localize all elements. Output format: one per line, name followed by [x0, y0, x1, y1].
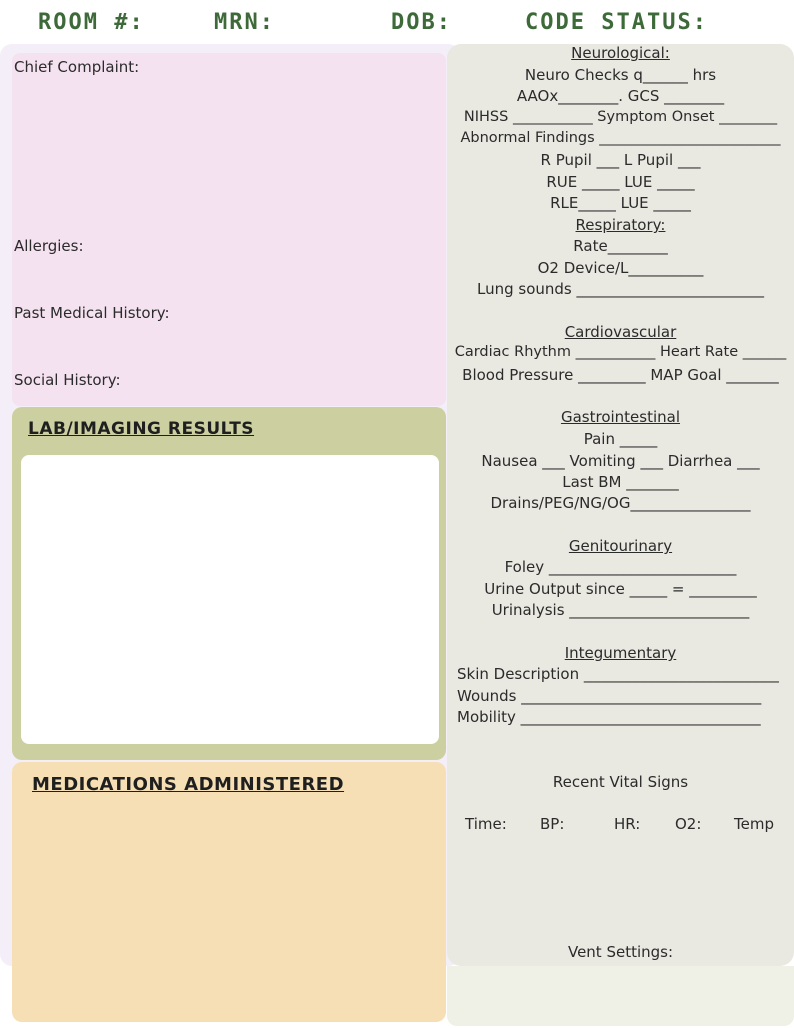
rhythm-heart-rate-field: Cardiac Rhythm ___________ Heart Rate ______	[454, 344, 787, 360]
neuro-title: Neurological:	[571, 44, 670, 62]
lab-imaging-results-area[interactable]	[21, 455, 439, 744]
bp-map-goal-field: Blood Pressure _________ MAP Goal _______	[462, 366, 779, 384]
respiratory-title: Respiratory:	[575, 216, 666, 234]
aaox-gcs-field: AAOx________. GCS ________	[516, 87, 725, 105]
social-history-label: Social History:	[14, 371, 121, 389]
o2-device-field: O2 Device/L__________	[537, 259, 704, 277]
neuro-checks-field: Neuro Checks q______ hrs	[524, 66, 717, 84]
recent-vital-signs-title: Recent Vital Signs	[552, 773, 689, 791]
integumentary-title: Integumentary	[564, 644, 677, 662]
mobility-field: Mobility ________________________________	[457, 708, 761, 726]
nihss-onset-field: NIHSS ___________ Symptom Onset ________	[463, 109, 778, 125]
drains-field: Drains/PEG/NG/OG________________	[490, 494, 751, 512]
allergies-label: Allergies:	[14, 237, 84, 255]
vent-settings-label: Vent Settings:	[567, 943, 674, 961]
lab-imaging-title: LAB/IMAGING RESULTS	[28, 419, 255, 439]
past-medical-history-label: Past Medical History:	[14, 304, 170, 322]
cardiovascular-title: Cardiovascular	[564, 323, 677, 341]
skin-description-field: Skin Description __________________________	[457, 665, 779, 683]
abnormal-findings-field: Abnormal Findings _________________________	[460, 130, 781, 146]
urine-output-field: Urine Output since _____ = _________	[484, 580, 757, 598]
resp-rate-field: Rate________	[573, 237, 668, 255]
pupils-field: R Pupil ___ L Pupil ___	[540, 151, 701, 169]
genitourinary-title: Genitourinary	[568, 537, 673, 555]
vital-temp-label: Temp	[734, 815, 774, 833]
gastrointestinal-title: Gastrointestinal	[560, 408, 681, 426]
history-section	[12, 53, 446, 406]
wounds-field: Wounds ________________________________	[457, 687, 762, 705]
medications-title: MEDICATIONS ADMINISTERED	[32, 774, 345, 795]
vital-bp-label: BP:	[540, 815, 565, 833]
room-number-label: ROOM #:	[38, 10, 145, 35]
lung-sounds-field: Lung sounds _________________________	[476, 280, 764, 298]
pain-field: Pain _____	[583, 430, 658, 448]
last-bm-field: Last BM _______	[562, 473, 679, 491]
rle-lue-field: RLE_____ LUE _____	[550, 194, 691, 212]
urinalysis-field: Urinalysis ________________________	[491, 601, 750, 619]
code-status-label: CODE STATUS:	[525, 10, 708, 35]
mrn-label: MRN:	[214, 10, 275, 35]
dob-label: DOB:	[391, 10, 452, 35]
medications-section[interactable]	[12, 762, 446, 1022]
chief-complaint-label: Chief Complaint:	[14, 58, 140, 76]
vital-o2-label: O2:	[675, 815, 702, 833]
vital-hr-label: HR:	[614, 815, 641, 833]
nausea-vomiting-diarrhea-field: Nausea ___ Vomiting ___ Diarrhea ___	[481, 452, 760, 470]
systems-panel-footer	[447, 966, 794, 1026]
foley-field: Foley _________________________	[504, 558, 737, 576]
vital-time-label: Time:	[465, 815, 507, 833]
rue-lue-field: RUE _____ LUE _____	[546, 173, 695, 191]
